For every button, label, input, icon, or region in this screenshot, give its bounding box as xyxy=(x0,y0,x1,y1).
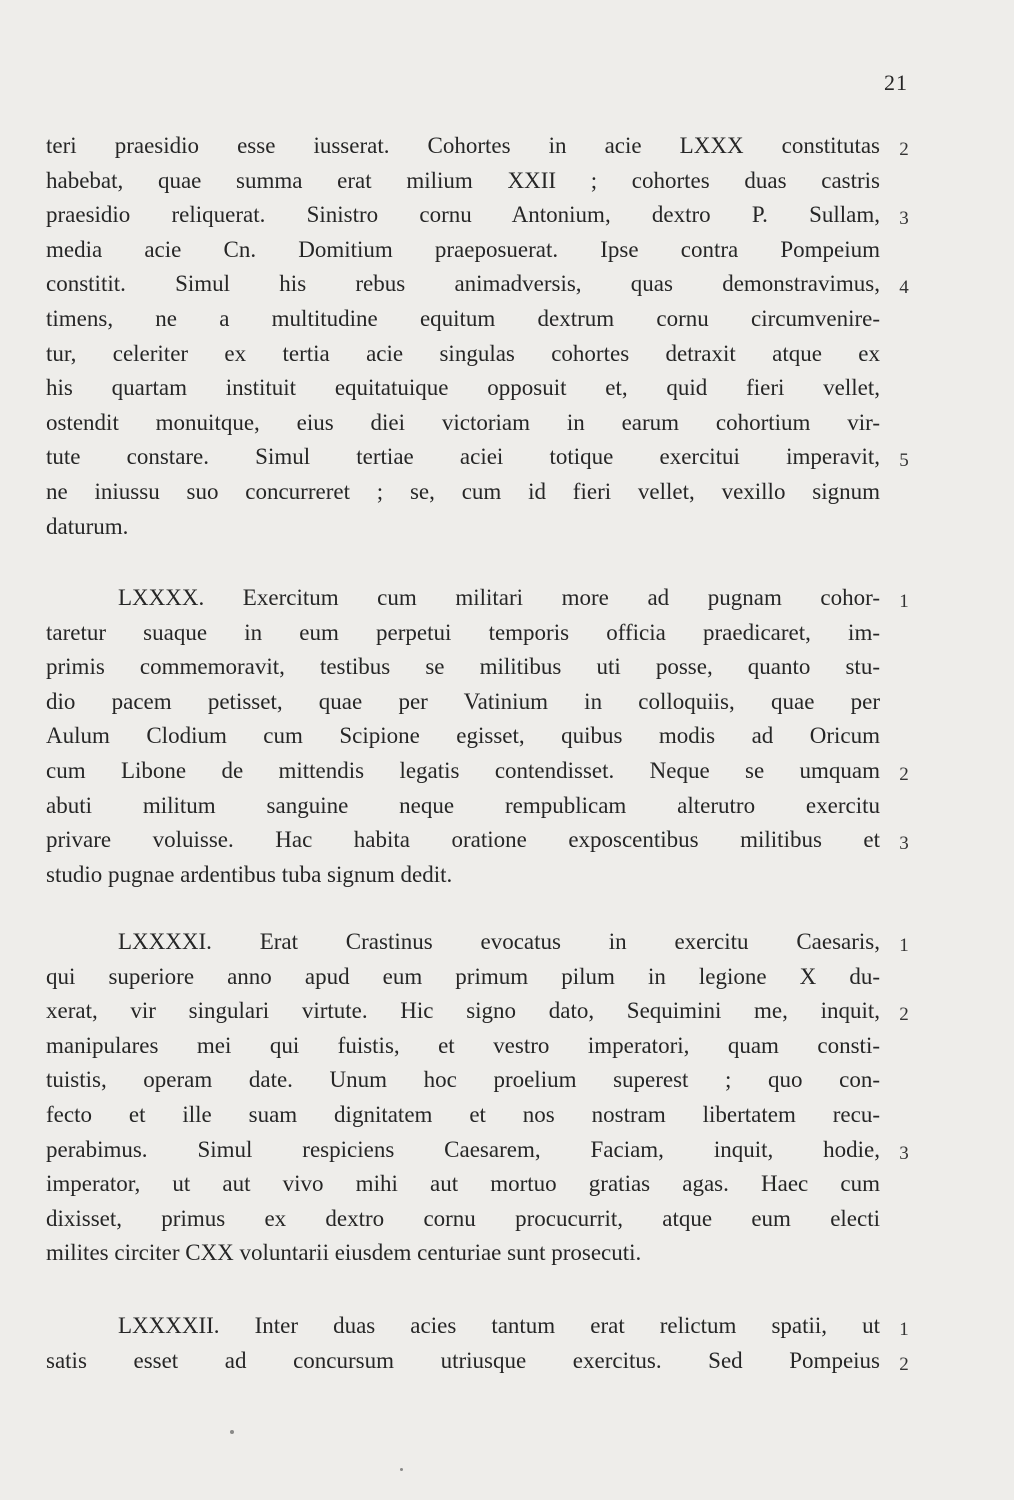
text-line xyxy=(46,129,909,164)
margin-number: 2 xyxy=(899,1353,909,1375)
text-line xyxy=(46,754,909,789)
line-text: xerat, vir singulari virtute. Hic signo dato, Sequimini me, inquit, xyxy=(46,998,880,1024)
line-text: privare voluisse. Hac habita oratione exposcentibus militibus et xyxy=(46,827,880,853)
text-line xyxy=(46,1133,909,1168)
scan-speck xyxy=(230,1430,234,1434)
margin-number: 5 xyxy=(899,450,909,472)
line-text: tur, celeriter ex tertia acie singulas cohortes detraxit atque ex xyxy=(46,340,880,366)
line-text: studio pugnae ardentibus tuba signum dedit. xyxy=(46,861,453,887)
line-text: taretur suaque in eum perpetui temporis officia praedicaret, im- xyxy=(46,619,880,645)
text-line xyxy=(46,616,880,651)
text-line xyxy=(46,994,909,1029)
text-line xyxy=(46,925,909,960)
text-line xyxy=(46,858,880,893)
margin-number: 2 xyxy=(899,763,909,785)
line-text: fecto et ille suam dignitatem et nos nostram libertatem recu- xyxy=(46,1101,880,1127)
text-line xyxy=(46,823,909,858)
section-lxxxxi xyxy=(46,925,909,1271)
margin-number: 1 xyxy=(899,935,909,956)
section-lxxxxii xyxy=(46,1309,909,1378)
text-line xyxy=(46,789,880,824)
text-line xyxy=(46,685,880,720)
line-text: milites circiter CXX voluntarii eiusdem centuriae sunt prosecuti. xyxy=(46,1240,642,1266)
margin-number: 2 xyxy=(899,139,909,160)
margin-number: 3 xyxy=(899,1142,909,1164)
line-text: qui superiore anno apud eum primum pilum in legione X du- xyxy=(46,963,880,989)
text-line xyxy=(46,302,880,337)
line-text: cum Libone de mittendis legatis contendisset. Neque se umquam xyxy=(46,757,880,783)
section-lxxxx xyxy=(46,581,909,892)
line-text: LXXXXI. Erat Crastinus evocatus in exercitu Caesaris, xyxy=(118,929,880,954)
line-text: dixisset, primus ex dextro cornu procucurrit, atque eum electi xyxy=(46,1205,880,1231)
line-text: praesidio reliquerat. Sinistro cornu Antonium, dextro P. Sullam, xyxy=(46,202,880,228)
text-line xyxy=(46,1344,909,1379)
line-text: imperator, ut aut vivo mihi aut mortuo gratias agas. Haec cum xyxy=(46,1171,880,1197)
text-line xyxy=(46,1167,880,1202)
text-line xyxy=(46,337,880,372)
margin-number: 2 xyxy=(899,1004,909,1026)
line-text: ne iniussu suo concurreret ; se, cum id fieri vellet, vexillo signum xyxy=(46,478,880,504)
text-line xyxy=(46,1309,909,1344)
line-text: habebat, quae summa erat milium XXII ; cohortes duas castris xyxy=(46,167,880,193)
line-text: teri praesidio esse iusserat. Cohortes in acie LXXX constitutas xyxy=(46,133,880,158)
text-line xyxy=(46,164,880,199)
line-text: tute constare. Simul tertiae aciei totique exercitui imperavit, xyxy=(46,444,880,470)
line-text: abuti militum sanguine neque rempublicam alterutro exercitu xyxy=(46,792,880,818)
text-line xyxy=(46,475,880,510)
text-line xyxy=(46,581,909,616)
text-line xyxy=(46,233,880,268)
text-line xyxy=(46,1063,880,1098)
line-text: media acie Cn. Domitium praeposuerat. Ipse contra Pompeium xyxy=(46,236,880,262)
line-text: LXXXX. Exercitum cum militari more ad pugnam cohor- xyxy=(118,585,880,610)
line-text: tuistis, operam date. Unum hoc proelium superest ; quo con- xyxy=(46,1067,880,1093)
text-line xyxy=(46,267,909,302)
text-line xyxy=(46,1029,880,1064)
text-line xyxy=(46,719,880,754)
text-line xyxy=(46,960,880,995)
line-text: Aulum Clodium cum Scipione egisset, quibus modis ad Oricum xyxy=(46,723,880,749)
margin-number: 1 xyxy=(899,1319,909,1340)
text-line xyxy=(46,510,880,545)
text-line xyxy=(46,198,909,233)
text-line xyxy=(46,440,909,475)
line-text: LXXXXII. Inter duas acies tantum erat relictum spatii, ut xyxy=(118,1313,880,1338)
line-text: perabimus. Simul respiciens Caesarem, Faciam, inquit, hodie, xyxy=(46,1136,880,1162)
margin-number: 3 xyxy=(899,833,909,855)
line-text: primis commemoravit, testibus se militibus uti posse, quanto stu- xyxy=(46,654,880,680)
text-line xyxy=(46,371,880,406)
line-text: satis esset ad concursum utriusque exercitus. Sed Pompeius xyxy=(46,1347,880,1373)
line-text: timens, ne a multitudine equitum dextrum cornu circumvenire- xyxy=(46,305,880,331)
line-text: his quartam instituit equitatuique opposuit et, quid fieri vellet, xyxy=(46,375,880,401)
line-text: dio pacem petisset, quae per Vatinium in colloquiis, quae per xyxy=(46,688,880,714)
page-number: 21 xyxy=(884,70,908,95)
text-line xyxy=(46,650,880,685)
line-text: daturum. xyxy=(46,513,129,539)
margin-number: 3 xyxy=(899,208,909,230)
margin-number: 4 xyxy=(899,277,909,299)
text-line xyxy=(46,1202,880,1237)
margin-number: 1 xyxy=(899,591,909,612)
section-continuation xyxy=(46,129,909,544)
text-line xyxy=(46,1236,880,1271)
line-text: ostendit monuitque, eius diei victoriam in earum cohortium vir- xyxy=(46,409,880,435)
text-line xyxy=(46,1098,880,1133)
line-text: constitit. Simul his rebus animadversis, quas demonstravimus, xyxy=(46,271,880,297)
line-text: manipulares mei qui fuistis, et vestro imperatori, quam consti- xyxy=(46,1032,880,1058)
text-line xyxy=(46,406,880,441)
scan-speck xyxy=(400,1468,403,1471)
